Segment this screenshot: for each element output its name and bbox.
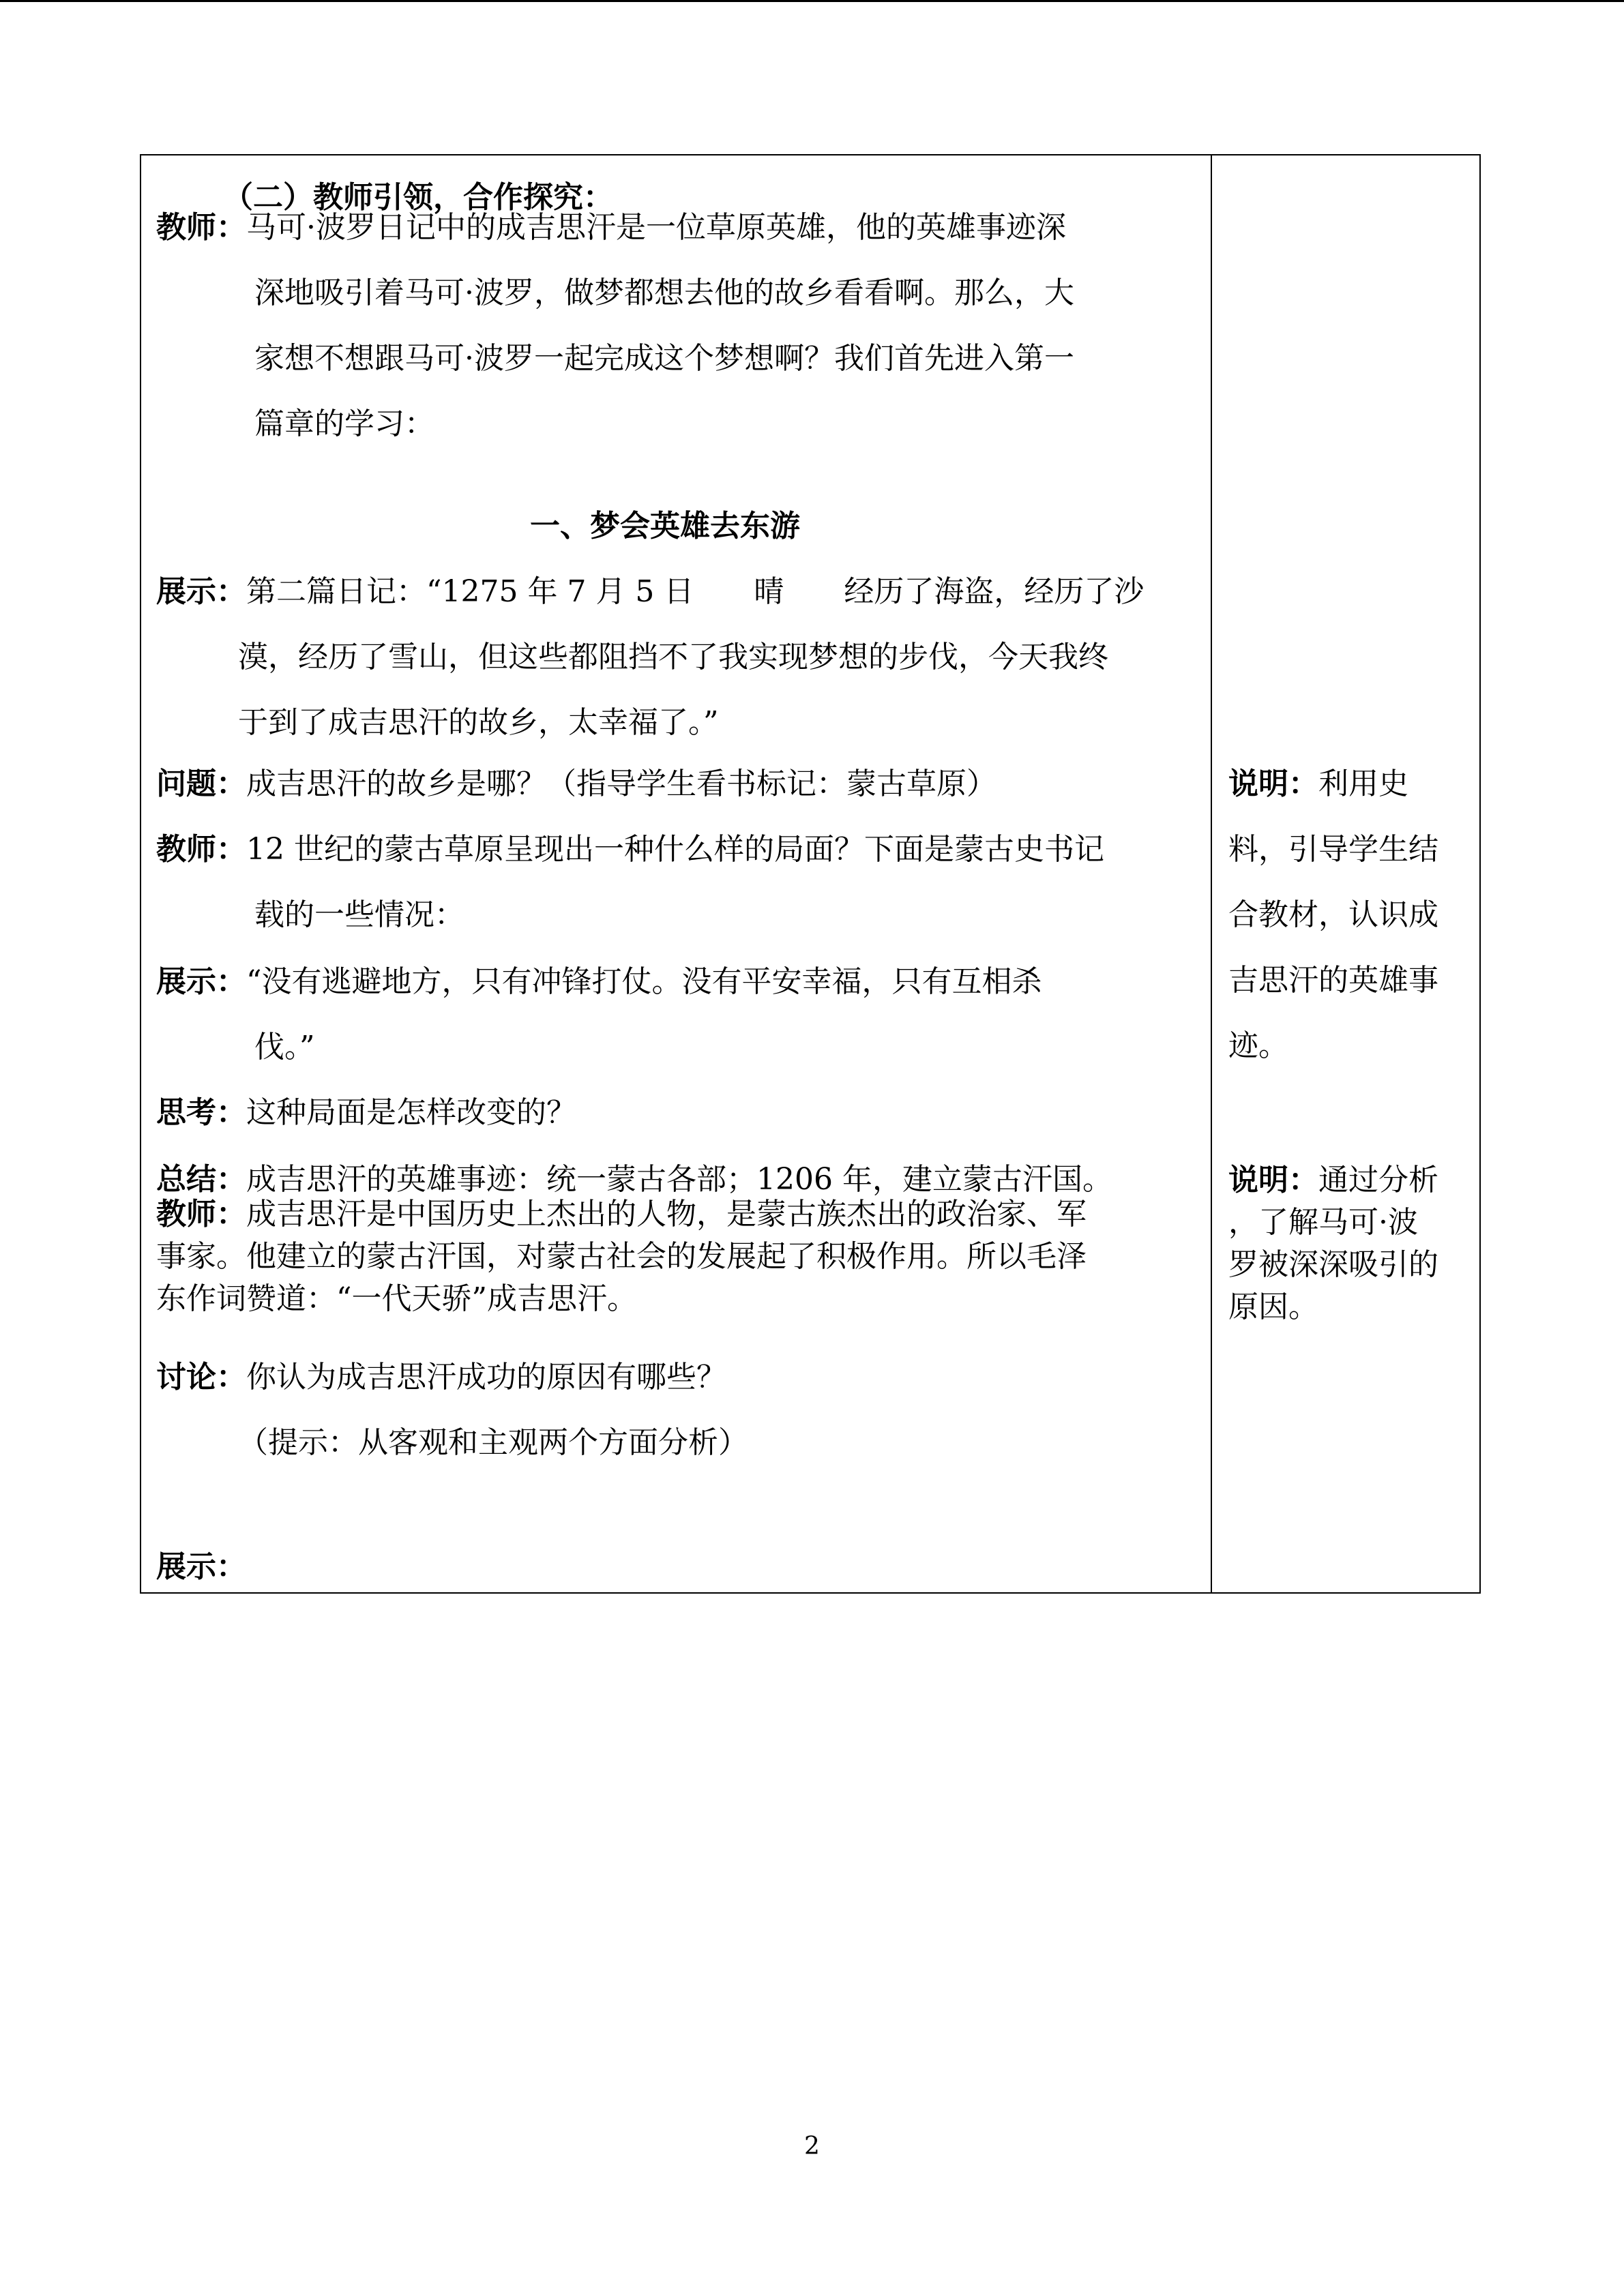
text-line: 第二篇日记：“1275 年 7 月 5 日 晴 经历了海盗，经历了沙 xyxy=(246,574,1145,609)
paragraph-display-end xyxy=(156,1549,1200,1584)
column-divider xyxy=(1211,155,1212,1592)
paragraph-think xyxy=(156,1095,1200,1130)
paragraph-quote-display xyxy=(156,949,1200,1080)
text-line: 成吉思汗的英雄事迹：统一蒙古各部；1206 年，建立蒙古汗国。 xyxy=(246,1162,1112,1197)
speaker-label: 展示： xyxy=(156,1549,246,1584)
lesson-table xyxy=(140,154,1481,1594)
text-line: （提示：从客观和主观两个方面分析） xyxy=(238,1425,748,1460)
speaker-label: 展示： xyxy=(156,964,246,999)
note-line: ，了解马可·波 xyxy=(1228,1205,1418,1240)
speaker-label: 教师： xyxy=(156,1197,246,1232)
text-line: 东作词赞道：“一代天骄”成吉思汗。 xyxy=(156,1281,637,1316)
section-heading: （二）教师引领，合作探究： xyxy=(223,180,613,215)
page-number: 2 xyxy=(804,2132,820,2160)
note-line: 料，引导学生结 xyxy=(1228,832,1438,867)
speaker-label: 讨论： xyxy=(156,1360,246,1395)
note-1 xyxy=(1228,751,1467,1079)
text-line: 家想不想跟马可·波罗一起完成这个梦想啊？我们首先进入第一 xyxy=(254,341,1074,376)
text-line: 12 世纪的蒙古草原呈现出一种什么样的局面？下面是蒙古史书记 xyxy=(246,832,1104,867)
text-line: 马可·波罗日记中的成吉思汗是一位草原英雄，他的英雄事迹深 xyxy=(246,210,1066,245)
speaker-label: 展示： xyxy=(156,574,246,609)
note-line: 通过分析 xyxy=(1318,1163,1438,1197)
text-line: 载的一些情况： xyxy=(254,897,464,932)
note-line: 迹。 xyxy=(1228,1028,1288,1063)
speaker-label: 思考： xyxy=(156,1095,246,1130)
speaker-label: 教师： xyxy=(156,832,246,867)
note-label: 说明： xyxy=(1228,1163,1318,1197)
paragraph-teacher-intro xyxy=(156,195,1200,457)
note-label: 说明： xyxy=(1228,766,1318,801)
paragraph-teacher-12c xyxy=(156,817,1200,948)
text-line: 成吉思汗的故乡是哪？（指导学生看书标记：蒙古草原） xyxy=(246,766,996,801)
note-2 xyxy=(1228,1159,1467,1328)
text-line: “没有逃避地方，只有冲锋打仗。没有平安幸福，只有互相杀 xyxy=(246,964,1042,999)
text-line: 篇章的学习： xyxy=(254,406,434,441)
text-line: 于到了成吉思汗的故乡，太幸福了。” xyxy=(238,705,719,740)
paragraph-diary-display xyxy=(156,559,1200,756)
speaker-label: 总结： xyxy=(156,1162,246,1197)
speaker-label: 教师： xyxy=(156,210,246,245)
text-line: 成吉思汗是中国历史上杰出的人物，是蒙古族杰出的政治家、军 xyxy=(246,1197,1087,1232)
note-line: 罗被深深吸引的 xyxy=(1228,1247,1438,1282)
paragraph-summary xyxy=(156,1162,1200,1197)
text-line: 这种局面是怎样改变的？ xyxy=(246,1095,576,1130)
chapter-title: 一、梦会英雄去东游 xyxy=(530,509,800,543)
text-line: 漠，经历了雪山，但这些都阻挡不了我实现梦想的步伐，今天我终 xyxy=(238,640,1108,674)
note-line: 合教材，认识成 xyxy=(1228,897,1438,932)
text-line: 伐。” xyxy=(254,1030,315,1064)
speaker-label: 问题： xyxy=(156,766,246,801)
paragraph-discussion xyxy=(156,1345,1200,1476)
top-border-line xyxy=(0,0,1624,2)
text-line: 深地吸引着马可·波罗，做梦都想去他的故乡看看啊。那么，大 xyxy=(254,275,1074,310)
text-line: 事家。他建立的蒙古汗国，对蒙古社会的发展起了积极作用。所以毛泽 xyxy=(156,1239,1087,1274)
paragraph-question xyxy=(156,766,1200,801)
text-line: 你认为成吉思汗成功的原因有哪些？ xyxy=(246,1360,726,1395)
note-line: 原因。 xyxy=(1228,1289,1318,1324)
paragraph-teacher-genghis xyxy=(156,1193,1200,1320)
note-line: 利用史 xyxy=(1318,766,1408,801)
note-line: 吉思汗的英雄事 xyxy=(1228,963,1438,998)
